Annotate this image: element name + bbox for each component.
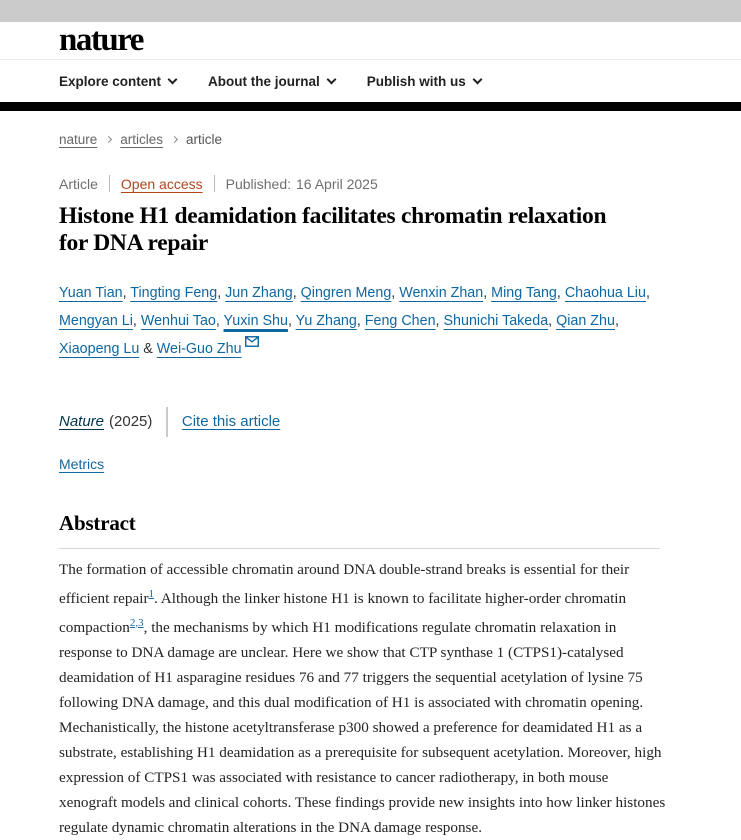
author-link[interactable]: Qian Zhu xyxy=(556,312,615,329)
reference-link-1[interactable]: 1 xyxy=(148,587,155,600)
abstract-segment: , the mechanisms by which H1 modifications regulate chromatin relaxation in response to DNA damage are unclear. Here we show that CTP synthase 1 (CTPS1)-catalysed deamidation of H1 asparagine residues 76 and 77 triggers the sequential acetylation of lysine 75 following DNA damage, and this dual modification of H1 is associated with chromatin opening. Mechanistically, the histone acetyltransferase p300 showed a preference for deamidated H1 as a substrate, establishing H1 deamidation as a prerequisite for subsequent acetylation. Moreover, high expression of CTPS1 was associated with resistance to cancer radiotherapy, in both mouse xenograft models and clinical cohorts. These findings provide new insights into how linker histones regulate dynamic chromatin alterations in the DNA damage response. xyxy=(59,618,666,836)
author-link[interactable]: Wenhui Tao xyxy=(140,312,216,329)
author-separator: , xyxy=(215,312,224,329)
journal-name-link[interactable]: Nature xyxy=(59,413,105,430)
article-type-label: Article xyxy=(59,175,98,192)
abstract-divider xyxy=(59,548,660,549)
metrics-row xyxy=(59,456,700,472)
top-gray-bar xyxy=(0,0,741,22)
author-link[interactable]: Qingren Meng xyxy=(300,284,392,301)
author-separator: , xyxy=(122,284,131,301)
breadcrumb-item-article: article xyxy=(186,132,223,147)
author-link[interactable]: Feng Chen xyxy=(364,312,436,329)
nav-item-label: Explore content xyxy=(59,73,162,89)
author-link[interactable]: Yuan Tian xyxy=(59,284,123,301)
nav-item-1[interactable] xyxy=(208,74,335,89)
author-separator: , xyxy=(614,312,619,329)
author-separator: , xyxy=(435,312,444,329)
open-access-link[interactable]: Open access xyxy=(120,175,203,192)
journal-citation-row xyxy=(59,407,700,437)
article-page xyxy=(0,132,700,840)
breadcrumb xyxy=(59,132,700,147)
citation-separator xyxy=(166,407,168,437)
author-link[interactable]: Wenxin Zhan xyxy=(399,284,484,301)
nav-item-label: Publish with us xyxy=(366,73,466,89)
author-link[interactable]: Wei-Guo Zhu xyxy=(156,340,242,357)
author-separator: , xyxy=(548,312,557,329)
email-icon[interactable] xyxy=(245,336,259,347)
author-link[interactable]: Shunichi Takeda xyxy=(443,312,549,329)
meta-separator xyxy=(109,175,110,192)
article-meta-row xyxy=(59,175,700,192)
published-label: Published: xyxy=(225,175,292,192)
article-title: Histone H1 deamidation facilitates chromatin relaxation for DNA repair xyxy=(59,203,607,257)
abstract-segment: . Although the linker histone H1 is known to facilitate higher-order chromatin compaction xyxy=(59,589,627,636)
journal-year: (2025) xyxy=(109,413,153,430)
author-separator: , xyxy=(217,284,226,301)
author-separator: , xyxy=(132,312,141,329)
meta-separator xyxy=(214,175,215,192)
chevron-down-icon xyxy=(168,74,178,84)
nav-item-0[interactable] xyxy=(59,74,176,89)
cite-this-article-link[interactable]: Cite this article xyxy=(181,413,281,430)
abstract-paragraph xyxy=(59,557,669,840)
author-link[interactable]: Jun Zhang xyxy=(225,284,293,301)
author-separator: , xyxy=(556,284,565,301)
author-link[interactable]: Yuxin Shu xyxy=(223,312,288,329)
author-separator: & xyxy=(139,340,157,357)
published-date: 16 April 2025 xyxy=(296,175,378,192)
abstract-segment: The formation of accessible chromatin around DNA double-strand breaks is essential for their efficient repair xyxy=(59,560,630,607)
reference-link-2-3[interactable]: 2,3 xyxy=(129,616,144,629)
abstract-heading: Abstract xyxy=(59,510,136,535)
author-separator: , xyxy=(287,312,296,329)
author-link[interactable]: Chaohua Liu xyxy=(564,284,646,301)
chevron-down-icon xyxy=(472,74,482,84)
author-list xyxy=(59,279,687,363)
breadcrumb-item-nature[interactable]: nature xyxy=(59,132,98,147)
author-link[interactable]: Xiaopeng Lu xyxy=(59,340,140,357)
nav-item-2[interactable] xyxy=(367,74,481,89)
site-header xyxy=(0,22,741,60)
breadcrumb-item-articles[interactable]: articles xyxy=(120,132,164,147)
metrics-link[interactable]: Metrics xyxy=(59,455,105,472)
main-nav xyxy=(0,60,741,102)
author-link[interactable]: Tingting Feng xyxy=(130,284,218,301)
chevron-down-icon xyxy=(326,74,336,84)
author-separator: , xyxy=(356,312,365,329)
author-link[interactable]: Yu Zhang xyxy=(295,312,357,329)
chevron-right-icon xyxy=(105,136,112,143)
author-link[interactable]: Mengyan Li xyxy=(59,312,133,329)
nav-item-label: About the journal xyxy=(208,73,320,89)
header-divider-bar xyxy=(0,102,741,111)
author-separator: , xyxy=(483,284,492,301)
nature-logo[interactable]: nature xyxy=(59,22,143,58)
author-link[interactable]: Ming Tang xyxy=(491,284,557,301)
author-separator: , xyxy=(391,284,400,301)
chevron-right-icon xyxy=(171,136,178,143)
author-separator: , xyxy=(292,284,301,301)
author-separator: , xyxy=(645,284,650,301)
